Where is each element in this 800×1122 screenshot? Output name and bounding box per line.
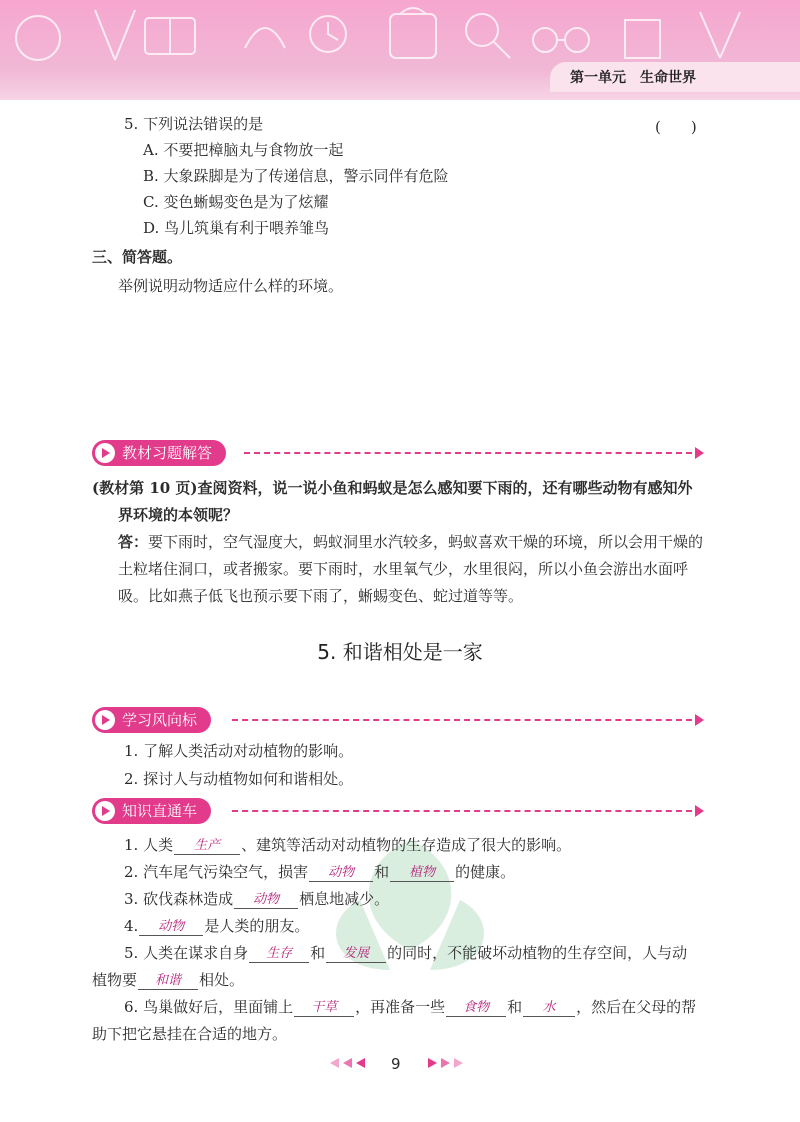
- option-d: D. 鸟儿筑巢有利于喂养雏鸟: [143, 219, 330, 237]
- knowledge-item-4: 4. 动物 是人类的朋友。: [124, 917, 310, 935]
- page-header: [0, 0, 800, 100]
- textbook-question-line2: 界环境的本领呢？: [118, 506, 239, 524]
- banner-label: 学习风向标: [92, 707, 211, 733]
- answer-bracket: ( ): [655, 118, 697, 136]
- play-icon: [102, 715, 110, 725]
- banner-textbook-answers: [92, 440, 704, 466]
- knowledge-item-6-line2: 助下把它悬挂在合适的地方。: [92, 1025, 288, 1043]
- knowledge-item-6-line1: 6. 鸟巢做好后，里面铺上 干草 ，再准备一些 食物 和 水 ，然后在父母的帮: [124, 998, 697, 1016]
- part3-question: 举例说明动物适应什么样的环境。: [118, 277, 344, 295]
- arrow-left-icon: [343, 1058, 352, 1068]
- arrow-left-icon: [356, 1058, 365, 1068]
- arrow-right-icon: [441, 1058, 450, 1068]
- objective-2: 2. 探讨人与动植物如何和谐相处。: [124, 770, 354, 788]
- answer-line2: 土粒堵住洞口，或者搬家。要下雨时，水里氧气少，水里很闷，所以小鱼会游出水面呼: [118, 560, 689, 578]
- fill-blank: 动物: [139, 919, 203, 936]
- arrow-left-icon: [330, 1058, 339, 1068]
- fill-blank: 和谐: [138, 973, 198, 990]
- objective-1: 1. 了解人类活动对动植物的影响。: [124, 742, 354, 760]
- arrow-right-icon: [428, 1058, 437, 1068]
- arrow-right-icon: [695, 714, 704, 726]
- textbook-question-line1: (教材第 10 页)查阅资料，说一说小鱼和蚂蚁是怎么感知要下雨的，还有哪些动物有感知外: [92, 479, 693, 497]
- lesson-title: 5. 和谐相处是一家: [317, 640, 483, 664]
- option-c: C. 变色蜥蜴变色是为了炫耀: [143, 193, 329, 211]
- answer-label: 答：: [118, 533, 149, 551]
- fill-blank: 生存: [249, 946, 309, 963]
- banner-label: 知识直通车: [92, 798, 211, 824]
- answer-line3: 吸。比如燕子低飞也预示要下雨了，蜥蜴变色、蛇过道等等。: [118, 587, 524, 605]
- banner-objectives: [92, 707, 704, 733]
- play-icon: [102, 448, 110, 458]
- banner-label: 教材习题解答: [92, 440, 226, 466]
- knowledge-item-3: 3. 砍伐森林造成 动物 栖息地减少。: [124, 890, 390, 908]
- answer-line1: 答：要下雨时，空气湿度大，蚂蚁洞里水汽较多，蚂蚁喜欢干燥的环境，所以会用干燥的: [118, 533, 704, 551]
- arrow-right-icon: [695, 447, 704, 459]
- knowledge-item-5-line2: 植物要 和谐 相处。: [92, 971, 245, 989]
- question-5-stem: 5. 下列说法错误的是: [124, 115, 264, 133]
- fill-blank: 动物: [309, 865, 373, 882]
- play-icon: [102, 806, 110, 816]
- fill-blank: 发展: [326, 946, 386, 963]
- fill-blank: 生产: [174, 838, 240, 855]
- fill-blank: 植物: [390, 865, 454, 882]
- fill-blank: 干草: [294, 1000, 354, 1017]
- part3-heading: 三、简答题。: [92, 248, 183, 266]
- knowledge-item-2: 2. 汽车尾气污染空气，损害 动物 和 植物 的健康。: [124, 863, 516, 881]
- arrow-right-icon: [454, 1058, 463, 1068]
- option-a: A. 不要把樟脑丸与食物放一起: [143, 141, 344, 159]
- arrow-right-icon: [695, 805, 704, 817]
- fill-blank: 食物: [446, 1000, 506, 1017]
- fill-blank: 动物: [234, 892, 298, 909]
- knowledge-item-5-line1: 5. 人类在谋求自身 生存 和 发展 的同时，不能破坏动植物的生存空间，人与动: [124, 944, 688, 962]
- fill-blank: 水: [523, 1000, 575, 1017]
- unit-title: 第一单元 生命世界: [570, 70, 696, 86]
- page-number: 9: [391, 1055, 401, 1073]
- knowledge-item-1: 1. 人类 生产 、建筑等活动对动植物的生存造成了很大的影响。: [124, 836, 572, 854]
- option-b: B. 大象跺脚是为了传递信息，警示同伴有危险: [143, 167, 449, 185]
